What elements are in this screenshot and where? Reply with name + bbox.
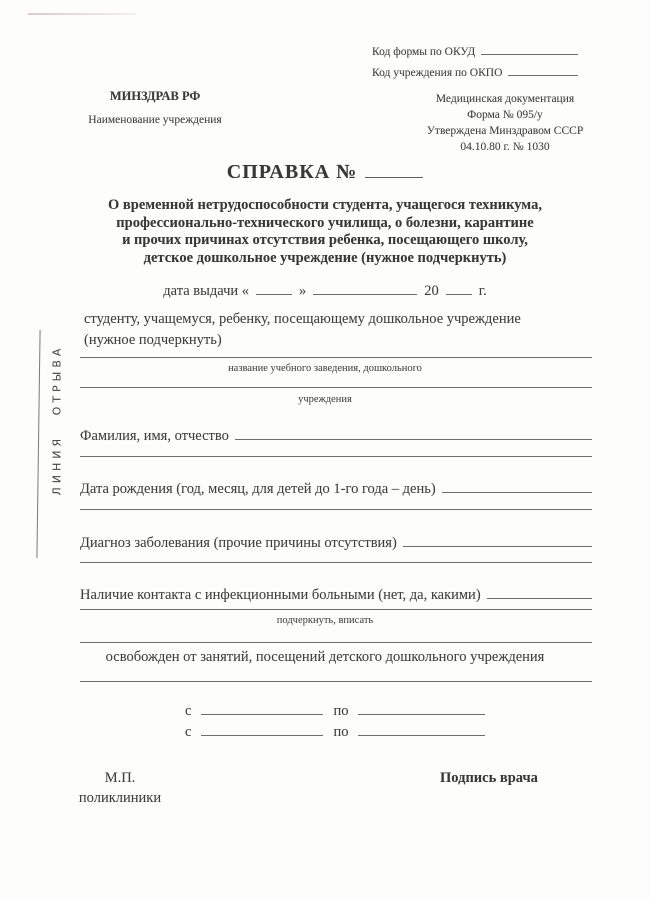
tear-off-label: ЛИНИЯ ОТРЫВА [50, 344, 64, 496]
period-to-label: по [333, 703, 349, 719]
okud-code-row [372, 39, 578, 60]
ministry-name: МИНЗДРАВ РФ [109, 89, 201, 103]
period-from-blank [201, 720, 323, 736]
doctor-signature-label: Подпись врача [440, 770, 538, 786]
code-block [372, 39, 578, 81]
period-from-label: с [185, 724, 192, 740]
doc-subtitle [58, 197, 592, 267]
institution-name-line2 [80, 387, 592, 388]
doc-title-row [0, 158, 650, 184]
infection-contact-row [80, 582, 592, 604]
subtitle-line: детское дошкольное учреждение (нужное подчеркнуть) [143, 249, 507, 266]
infection-contact-blank [487, 582, 592, 599]
institution-line2-caption: учреждения [298, 394, 352, 405]
scan-artifact-line [28, 13, 136, 15]
birth-date-blank [442, 476, 592, 493]
doc-title: СПРАВКА № [226, 161, 358, 183]
issue-month-blank [313, 280, 417, 295]
period-to-blank [358, 720, 485, 736]
released-text: освобожден от занятий, посещений детского дошкольного учреждения [105, 649, 545, 665]
diagnosis-blank [403, 530, 592, 547]
doc-meta-line: Утверждена Минздравом СССР [426, 125, 584, 137]
released-top-line [80, 642, 592, 643]
stamp-abbrev: М.П. [104, 770, 136, 786]
full-name-blank [235, 423, 592, 440]
subtitle-line: и прочих причинах отсутствия ребенка, посещающего школу, [122, 232, 528, 248]
doc-meta-line: Медицинская документация [435, 93, 575, 105]
issue-date-label: дата выдачи « [163, 283, 250, 299]
period-to-label: по [333, 724, 349, 740]
institution-name-line [80, 357, 592, 358]
issue-year-blank [446, 280, 472, 295]
full-name-row [80, 423, 592, 445]
institution-line-caption: название учебного заведения, дошкольного [228, 363, 422, 374]
issue-day-blank [256, 280, 292, 295]
period-from-blank [201, 699, 323, 715]
period-from-label: с [185, 703, 192, 719]
birth-date-row [80, 476, 592, 498]
recipient-line: (нужное подчеркнуть) [84, 332, 222, 348]
doc-meta-line: 04.10.80 г. № 1030 [460, 141, 550, 153]
issue-year-suffix: г. [478, 283, 487, 299]
subtitle-line: профессионально-технического училища, о болезни, карантине [116, 214, 534, 231]
doc-meta-line: Форма № 095/у [467, 109, 543, 121]
birth-date-line2 [80, 509, 592, 510]
stamp-place [72, 768, 168, 808]
diagnosis-line2 [80, 562, 592, 563]
period-row-2 [185, 720, 485, 741]
okud-code-blank [481, 39, 578, 55]
infection-contact-caption: подчеркнуть, вписать [276, 615, 374, 626]
doc-meta-block [403, 91, 607, 155]
recipient-text [84, 309, 596, 351]
okpo-code-row [372, 60, 578, 81]
doc-number-blank [365, 158, 423, 178]
issue-century: 20 [424, 283, 439, 299]
institution-caption: Наименование учреждения [88, 114, 222, 126]
full-name-line2 [80, 456, 592, 457]
birth-date-label: Дата рождения (год, месяц, для детей до 1-го года – день) [80, 481, 436, 497]
period-to-blank [358, 699, 485, 715]
subtitle-line: О временной нетрудоспособности студента, учащегося техникума, [108, 197, 542, 213]
full-name-label: Фамилия, имя, отчество [80, 428, 229, 444]
issue-date-line [0, 280, 650, 300]
okud-code-label: Код формы по ОКУД [372, 46, 476, 58]
recipient-line: студенту, учащемуся, ребенку, посещающему дошкольное учреждение [84, 311, 521, 327]
infection-contact-line2 [80, 609, 592, 610]
infection-contact-label: Наличие контакта с инфекционными больными (нет, да, какими) [80, 587, 481, 603]
quote-close: » [299, 283, 307, 299]
okpo-code-blank [508, 60, 578, 76]
released-bottom-line [80, 681, 592, 682]
stamp-caption: поликлиники [78, 790, 162, 806]
period-row-1 [185, 699, 485, 720]
diagnosis-label: Диагноз заболевания (прочие причины отсутствия) [80, 535, 397, 551]
diagnosis-row [80, 530, 592, 552]
okpo-code-label: Код учреждения по ОКПО [372, 67, 503, 79]
